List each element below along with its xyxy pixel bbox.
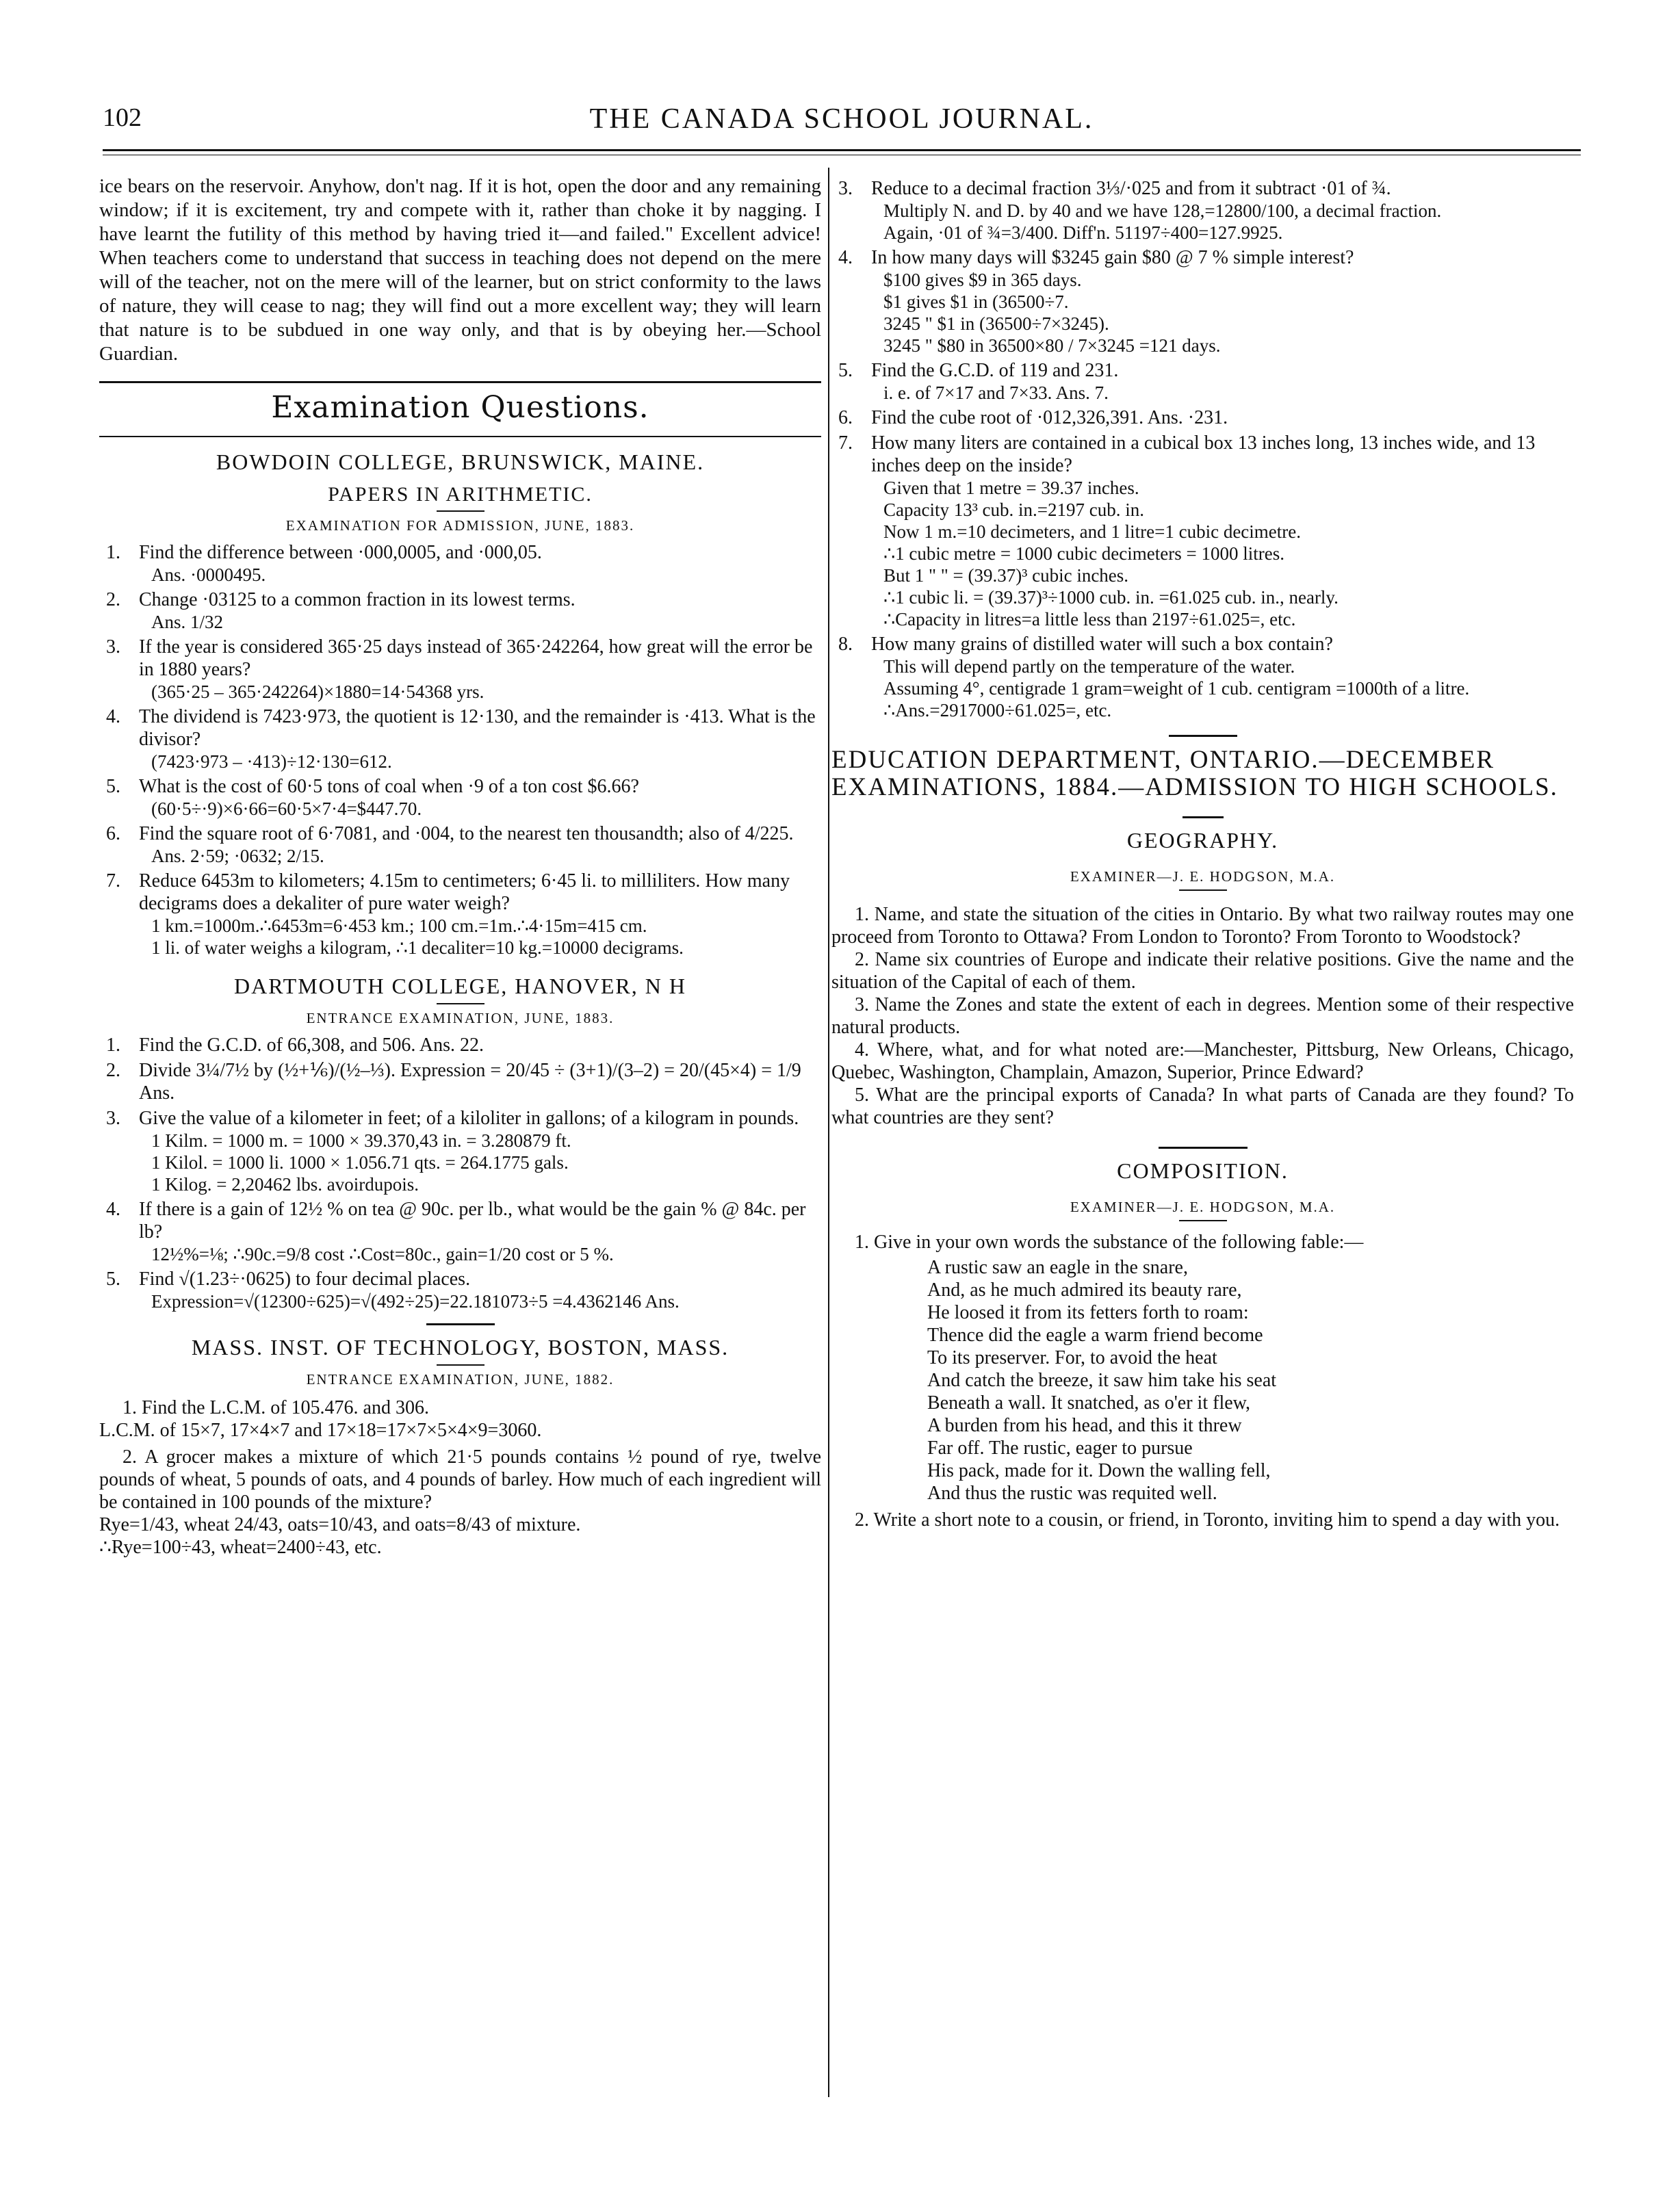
mit-answer-2: Rye=1/43, wheat 24/43, oats=10/43, and oats=8/43 of mixture.: [99, 1514, 581, 1535]
fable-poem: [831, 1256, 1574, 1505]
bowdoin-exam-line: EXAMINATION FOR ADMISSION, JUNE, 1883.: [285, 517, 635, 534]
right-column: [831, 174, 1574, 1531]
mit-heading: MASS. INST. OF TECHNOLOGY, BOSTON, MASS.: [191, 1335, 729, 1360]
short-rule: [437, 1003, 484, 1004]
question-item: 5. Find √(1.23÷·0625) to four decimal places. Expression=√(12300÷625)=√(492÷25)=22.181073÷5 =4.4362146 Ans.: [106, 1269, 680, 1312]
poem-line: Far off. The rustic, eager to pursue: [927, 1438, 1193, 1459]
short-rule: [1179, 1220, 1227, 1221]
question-item: 7. Reduce 6453m to kilometers; 4.15m to centimeters; 6·45 li. to milliliters. How many decigrams does a dekaliter of pure water weigh? 1 km.=1000m.∴6453m=6·453 km.; 100 cm.=1m.∴4·15m=415 cm. 1 li. of water weighs a kilogram, ∴1 decaliter=10 kg.=10000 decigrams.: [106, 870, 790, 958]
question-item: 4. In how many days will $3245 gain $80 @ 7 % simple interest? $100 gives $9 in 365 days. $1 gives $1 in (36500÷7. 3245 " $1 in (36500÷7×3245). 3245 " $80 in 36500×80 / 7×3245 =121 days.: [838, 247, 1354, 356]
question-item: 5. What is the cost of 60·5 tons of coal when ·9 of a ton cost $6.66? (60·5÷·9)×6·66=60·5×7·4=$447.70.: [106, 776, 639, 819]
mit-answer-1: L.C.M. of 15×7, 17×4×7 and 17×18=17×7×5×4×9=3060.: [99, 1420, 542, 1441]
question-item: 3. Give the value of a kilometer in feet; of a kiloliter in gallons; of a kilogram in pounds. 1 Kilm. = 1000 m. = 1000 × 39.370,43 in. = 3.280879 ft. 1 Kilol. = 1000 li. 1000 × 1.056.71 qts. = 264.1775 gals. 1 Kilog. = 2,20462 lbs. avoirdupois.: [106, 1108, 799, 1195]
question-item: 3. Reduce to a decimal fraction 3⅓/·025 and from it subtract ·01 of ¾. Multiply N. and D. by 40 and we have 128,=12800/100, a decimal fraction. Again, ·01 of ¾=3/400. Diff'n. 51197÷400=127.9925.: [838, 178, 1442, 243]
poem-line: A burden from his head, and this it threw: [927, 1415, 1242, 1436]
mit-question-2: 2. A grocer makes a mixture of which 21·5 pounds contains ½ pound of rye, twelve pounds of wheat, 5 pounds of oats, and 4 pounds of barley. How much of each ingredient will be contained in 100 pounds of the mixture?: [99, 1446, 821, 1513]
dartmouth-college-heading: DARTMOUTH COLLEGE, HANOVER, N H: [234, 974, 686, 998]
dartmouth-exam-line: ENTRANCE EXAMINATION, JUNE, 1883.: [306, 1010, 615, 1026]
composition-question-1: 1. Give in your own words the substance of the following fable:—: [855, 1232, 1364, 1253]
poem-line: His pack, made for it. Down the walling fell,: [927, 1460, 1271, 1481]
column-divider: [828, 168, 829, 2097]
header-rule: [103, 149, 1581, 151]
poem-line: And thus the rustic was requited well.: [927, 1483, 1217, 1504]
poem-line: Beneath a wall. It snatched, as o'er it flew,: [927, 1392, 1251, 1414]
dash-rule: [426, 1323, 495, 1325]
poem-line: A rustic saw an eagle in the snare,: [927, 1257, 1188, 1278]
question-item: 7. How many liters are contained in a cubical box 13 inches long, 13 inches wide, and 13 inches deep on the inside? Given that 1 metre = 39.37 inches. Capacity 13³ cub. in.=2197 cub. in. Now 1 m.=10 decimeters, and 1 litre=1 cubic decimetre. ∴1 cubic metre = 1000 cubic decimeters = 1000 litres. But 1 " " = (39.37)³ cubic inches. ∴1 cubic li. = (39.37)³÷1000 cub. in. =61.025 cub. in., nearly. ∴Capacity in litres=a little less than 2197÷61.025=, etc.: [838, 432, 1536, 629]
dartmouth-question-list: [99, 1034, 821, 1312]
poem-line: Thence did the eagle a warm friend become: [927, 1325, 1263, 1346]
short-rule: [1179, 889, 1227, 891]
bowdoin-question-list: [99, 541, 821, 959]
mit-answer-2b: ∴Rye=100÷43, wheat=2400÷43, etc.: [99, 1537, 382, 1558]
section-rule-bottom: [99, 436, 821, 437]
geography-question: 3. Name the Zones and state the extent of each in degrees. Mention some of their respective natural products.: [831, 994, 1574, 1038]
mit-exam-line: ENTRANCE EXAMINATION, JUNE, 1882.: [306, 1371, 615, 1388]
question-item: 2. Divide 3¼/7½ by (½+⅙)/(½–⅓). Expression = 20/45 ÷ (3+1)/(3–2) = 20/(45×4) = 1/9 Ans.: [106, 1060, 801, 1104]
mit-question-1: 1. Find the L.C.M. of 105.476. and 306.: [122, 1397, 429, 1418]
geography-title: GEOGRAPHY.: [1126, 828, 1279, 853]
poem-line: And catch the breeze, it saw him take his seat: [927, 1370, 1277, 1391]
poem-line: He loosed it from its fetters forth to roam:: [927, 1302, 1249, 1323]
short-rule: [437, 510, 484, 512]
question-item: 1. Find the G.C.D. of 66,308, and 506. Ans. 22.: [106, 1035, 484, 1056]
geography-question: 4. Where, what, and for what noted are:—Manchester, Pittsburg, New Orleans, Chicago, Quebec, Washington, Champlain, Amazon, Superior, Prince Edward?: [831, 1039, 1574, 1083]
bowdoin-college-heading: BOWDOIN COLLEGE, BRUNSWICK, MAINE.: [216, 450, 705, 474]
question-item: 2. Change ·03125 to a common fraction in its lowest terms. Ans. 1/32: [106, 589, 576, 632]
question-item: 6. Find the cube root of ·012,326,391. Ans. ·231.: [838, 407, 1228, 428]
geography-question: 2. Name six countries of Europe and indicate their relative positions. Give the name and the situation of the Capital of each of them.: [831, 949, 1574, 993]
question-item: 5. Find the G.C.D. of 119 and 231. i. e. of 7×17 and 7×33. Ans. 7.: [838, 360, 1119, 403]
geography-question: 5. What are the principal exports of Canada? In what parts of Canada are they found? To what countries are they sent?: [831, 1084, 1574, 1128]
left-column: [99, 174, 821, 1559]
question-item: 8. How many grains of distilled water will such a box contain? This will depend partly on the temperature of the water. Assuming 4°, centigrade 1 gram=weight of 1 cub. centigram =1000th of a litre. ∴Ans.=2917000÷61.025=, etc.: [838, 634, 1470, 720]
question-item: 4. The dividend is 7423·973, the quotient is 12·130, and the remainder is ·413. What is the divisor? (7423·973 – ·413)÷12·130=612.: [106, 706, 816, 772]
poem-line: And, as he much admired its beauty rare,: [927, 1279, 1242, 1301]
question-item: 4. If there is a gain of 12½ % on tea @ 90c. per lb., what would be the gain % @ 84c. per lb? 12½%=⅛; ∴90c.=9/8 cost ∴Cost=80c., gain=1/20 cost or 5 %.: [106, 1199, 806, 1264]
bowdoin-subhead: PAPERS IN ARITHMETIC.: [328, 483, 593, 506]
question-item: 3. If the year is considered 365·25 days instead of 365·242264, how great will the error be in 1880 years? (365·25 – 365·242264)×1880=14·54368 yrs.: [106, 636, 813, 702]
dash-rule: [1159, 1147, 1248, 1149]
composition-title: COMPOSITION.: [1117, 1158, 1289, 1183]
short-rule: [437, 1364, 484, 1366]
geography-examiner: EXAMINER—J. E. HODGSON, M.A.: [1070, 868, 1336, 885]
page-header: [103, 103, 1581, 137]
geography-question: 1. Name, and state the situation of the cities in Ontario. By what two railway routes may one proceed from Toronto to Ottawa? From London to Toronto? From Toronto to Woodstock?: [831, 904, 1574, 948]
question-item: 1. Find the difference between ·000,0005, and ·000,05. Ans. ·0000495.: [106, 542, 542, 585]
poem-line: To its preserver. For, to avoid the heat: [927, 1347, 1217, 1368]
journal-title: THE CANADA SCHOOL JOURNAL.: [589, 103, 1094, 135]
page-number: 102: [103, 103, 142, 132]
intro-paragraph: ice bears on the reservoir. Anyhow, don't nag. If it is hot, open the door and any remaining window; if it is excitement, try and compete with it, rather than choke it by nagging. I have learnt the futility of this method by having tried it—and failed." Excellent advice! When teachers come to understand that success in teaching does not depend on the mere will of the teacher, not on the mere will of the learner, but on strict conformity to the laws of nature, they will cease to nag; they will find out a more excellent way; they will learn that nature is to be subdued in one way only, and that is by obeying her.—School Guardian.: [99, 175, 821, 365]
dash-rule: [1183, 816, 1224, 818]
section-title: Examination Questions.: [271, 390, 649, 425]
composition-examiner: EXAMINER—J. E. HODGSON, M.A.: [1070, 1199, 1336, 1215]
composition-question-2: 2. Write a short note to a cousin, or friend, in Toronto, inviting him to spend a day with you.: [855, 1509, 1560, 1531]
section-rule: [99, 381, 821, 383]
geography-questions: [831, 903, 1574, 1129]
continued-question-list: [831, 177, 1574, 721]
question-item: 6. Find the square root of 6·7081, and ·004, to the nearest ten thousandth; also of 4/225. Ans. 2·59; ·0632; 2/15.: [106, 823, 794, 866]
dash-rule: [1169, 735, 1237, 737]
ontario-heading: EDUCATION DEPARTMENT, ONTARIO.—DECEMBER EXAMINATIONS, 1884.—ADMISSION TO HIGH SCHOOLS.: [831, 746, 1558, 801]
